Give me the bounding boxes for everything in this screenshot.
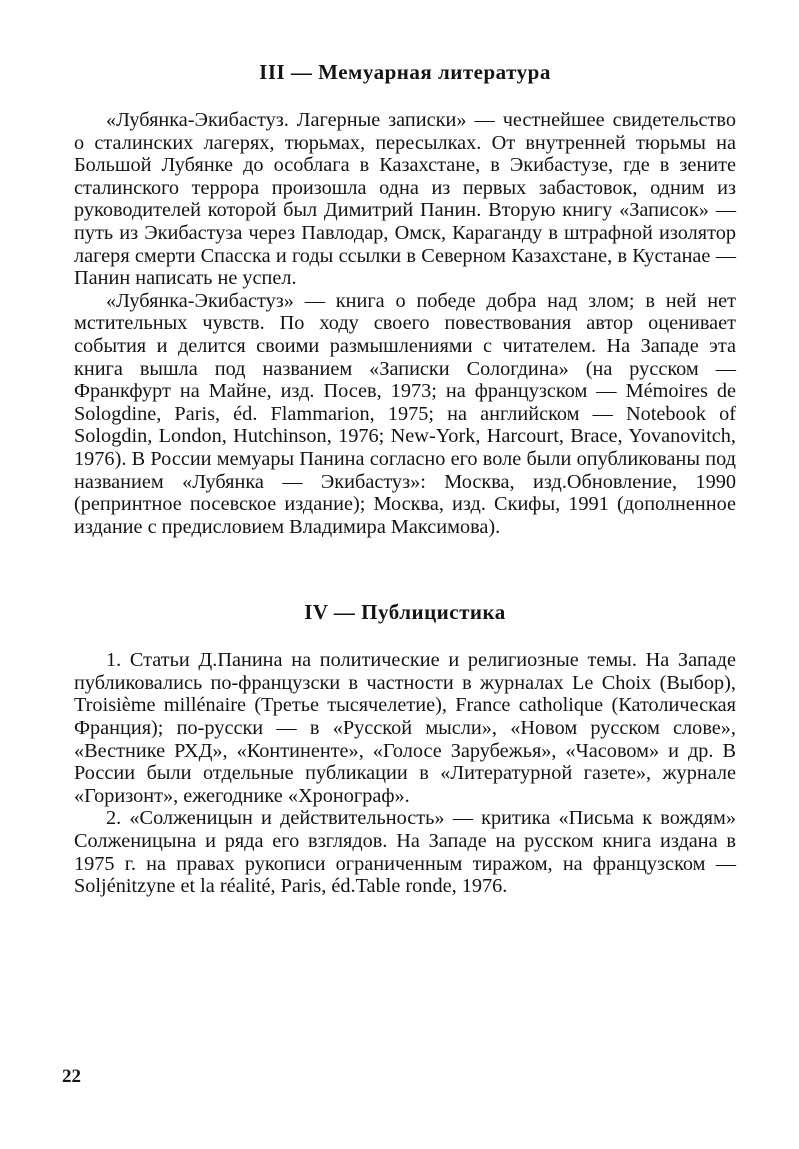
paragraph-memoirs-1: «Лубянка-Экибастуз. Лагерные записки» — честнейшее свидетельство о сталинских лагерях, тюрьмах, пересылках. От внутренней тюрьмы на Большой Лубянке до особлага в Казахстане, в Экибастузе, где в зените сталинского террора произошла одна из первых забастовок, одним из руководителей которой был Димитрий Панин. Вторую книгу «Записок» — путь из Экибастуза через Павлодар, Омск, Караганду в штрафной изолятор лагеря смерти Спасска и годы ссылки в Северном Казахстане, в Кустанае — Панин написать не успел.: [74, 109, 736, 290]
page-number: 22: [62, 1066, 81, 1087]
section-heading-memoirs: III — Мемуарная литература: [259, 60, 551, 84]
section-heading-publicism: IV — Публицистика: [304, 600, 506, 625]
paragraph-memoirs-2: «Лубянка-Экибастуз» — книга о победе добра над злом; в ней нет мстительных чувств. По ходу своего повествования автор оценивает события и делится своими размышлениями с читателем. На Западе эта книга вышла под названием «Записки Сологдина» (на русском — Франкфурт на Майне, изд. Посев, 1973; на французском — Mémoires de Sologdine, Paris, éd. Flammarion, 1975; на английском — Notebook of Sologdin, London, Hutchinson, 1976; New-York, Harcourt, Brace, Yovanovitch, 1976). В России мемуары Панина согласно его воле были опубликованы под названием «Лубянка — Экибастуз»: Москва, изд.Обновление, 1990 (репринтное посевское издание); Москва, изд. Скифы, 1991 (дополненное издание с предисловием Владимира Максимова).: [74, 289, 736, 538]
paragraph-publicism-2: 2. «Солженицын и действительность» — критика «Письма к вождям» Солженицына и ряда его взглядов. На Западе на русском книга издана в 1975 г. на правах рукописи ограниченным тиражом, на французском — Soljénitzyne et la réalité, Paris, éd.Table ronde, 1976.: [74, 807, 736, 898]
page-body: [74, 60, 736, 898]
paragraph-publicism-1: 1. Статьи Д.Панина на политические и религиозные темы. На Западе публиковались по-французски в частности в журналах Le Choix (Выбор), Troisième millénaire (Третье тысячелетие), France catholique (Католическая Франция); по-русски — в «Русской мысли», «Новом русском слове», «Вестнике РХД», «Континенте», «Голосе Зарубежья», «Часовом» и др. В России были отдельные публикации в «Литературной газете», журнале «Горизонт», ежегоднике «Хронограф».: [74, 649, 736, 807]
